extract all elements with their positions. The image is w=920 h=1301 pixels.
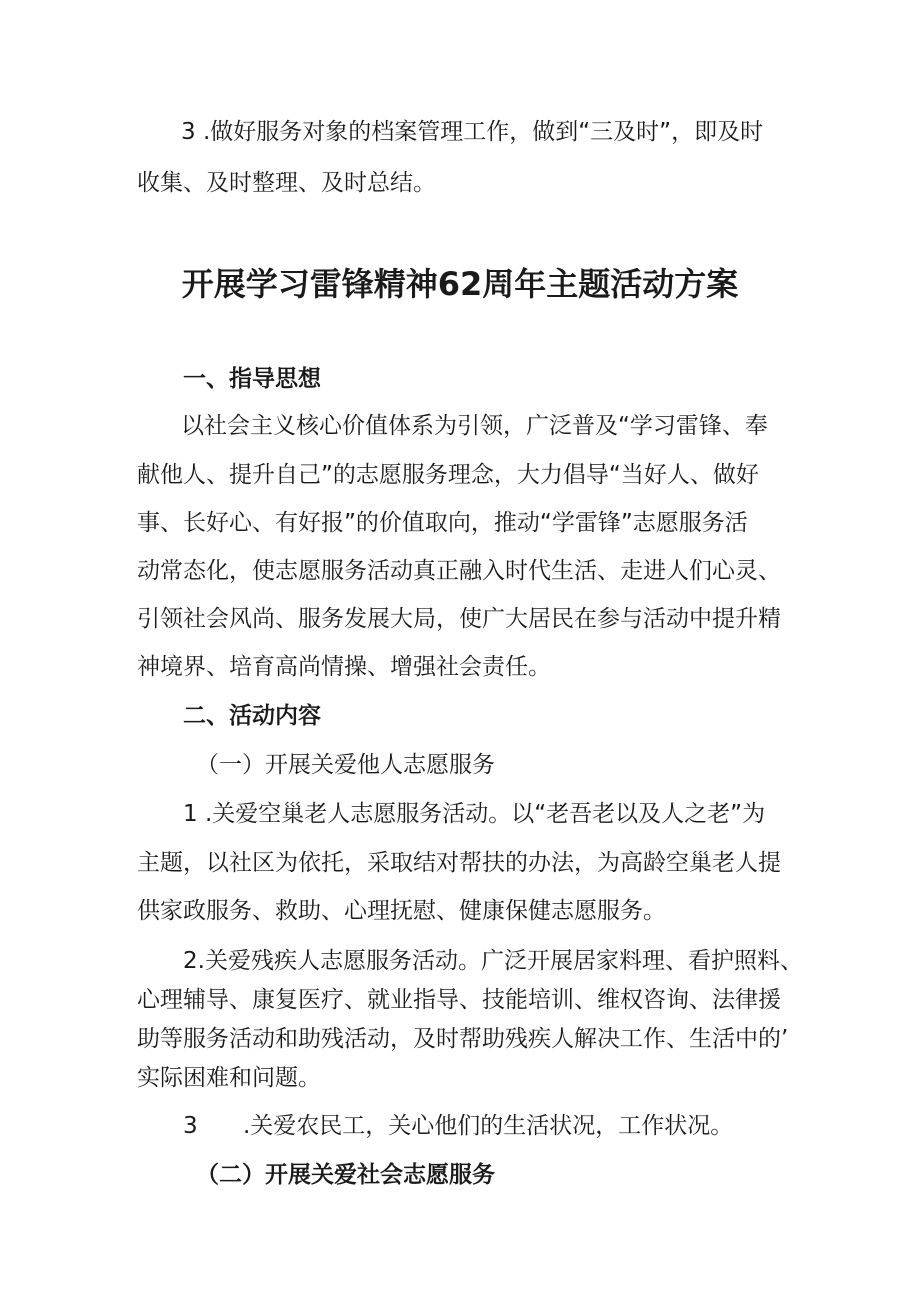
intro-item-line-2: 收集、及时整理、及时总结。 [137, 170, 436, 196]
item2-line: 实际困难和问题。 [137, 1065, 321, 1091]
section1-paragraph-line: 献他人、提升自己”的志愿服务理念，大力倡导“当好人、做好 [137, 462, 759, 488]
item3-text: .关爱农民工，关心他们的生活状况，工作状况。 [243, 1113, 734, 1139]
subsection2-heading: （二）开展关爱社会志愿服务 [196, 1162, 495, 1188]
item1-line: 供家政服务、救助、心理抚慰、健康保健志愿服务。 [137, 898, 666, 924]
subsection1-heading: （一）开展关爱他人志愿服务 [196, 752, 495, 778]
intro-item-line-1: 3 .做好服务对象的档案管理工作，做到“三及时”，即及时 [181, 119, 764, 145]
section2-heading: 二、活动内容 [183, 703, 321, 729]
section1-paragraph-line: 以社会主义核心价值体系为引领，广泛普及“学习雷锋、奉 [181, 413, 768, 439]
section1-paragraph-line: 引领社会风尚、服务发展大局，使广大居民在参与活动中提升精 [137, 606, 781, 632]
item1-line: 主题，以社区为依托，采取结对帮扶的办法，为高龄空巢老人提 [137, 850, 781, 876]
section1-heading: 一、指导思想 [183, 366, 321, 392]
section1-paragraph-line: 动常态化，使志愿服务活动真正融入时代生活、走进人们心灵、 [137, 558, 781, 584]
item2-line: 2.关爱残疾人志愿服务活动。广泛开展居家料理、看护照料、 [183, 948, 803, 974]
document-title: 开展学习雷锋精神62周年主题活动方案 [181, 265, 739, 303]
item1-line: 1 .关爱空巢老人志愿服务活动。以“老吾老以及人之老”为 [183, 801, 766, 827]
item3-number: 3 [183, 1113, 198, 1139]
item2-line: 助等服务活动和助残活动，及时帮助残疾人解决工作、生活中的’ [137, 1026, 789, 1052]
section1-paragraph-line: 事、长好心、有好报”的价值取向，推动“学雷锋”志愿服务活 [137, 510, 748, 536]
item2-line: 心理辅导、康复医疗、就业指导、技能培训、维权咨询、法律援 [137, 987, 781, 1013]
section1-paragraph-line: 神境界、培育高尚情操、增强社会责任。 [137, 654, 551, 680]
